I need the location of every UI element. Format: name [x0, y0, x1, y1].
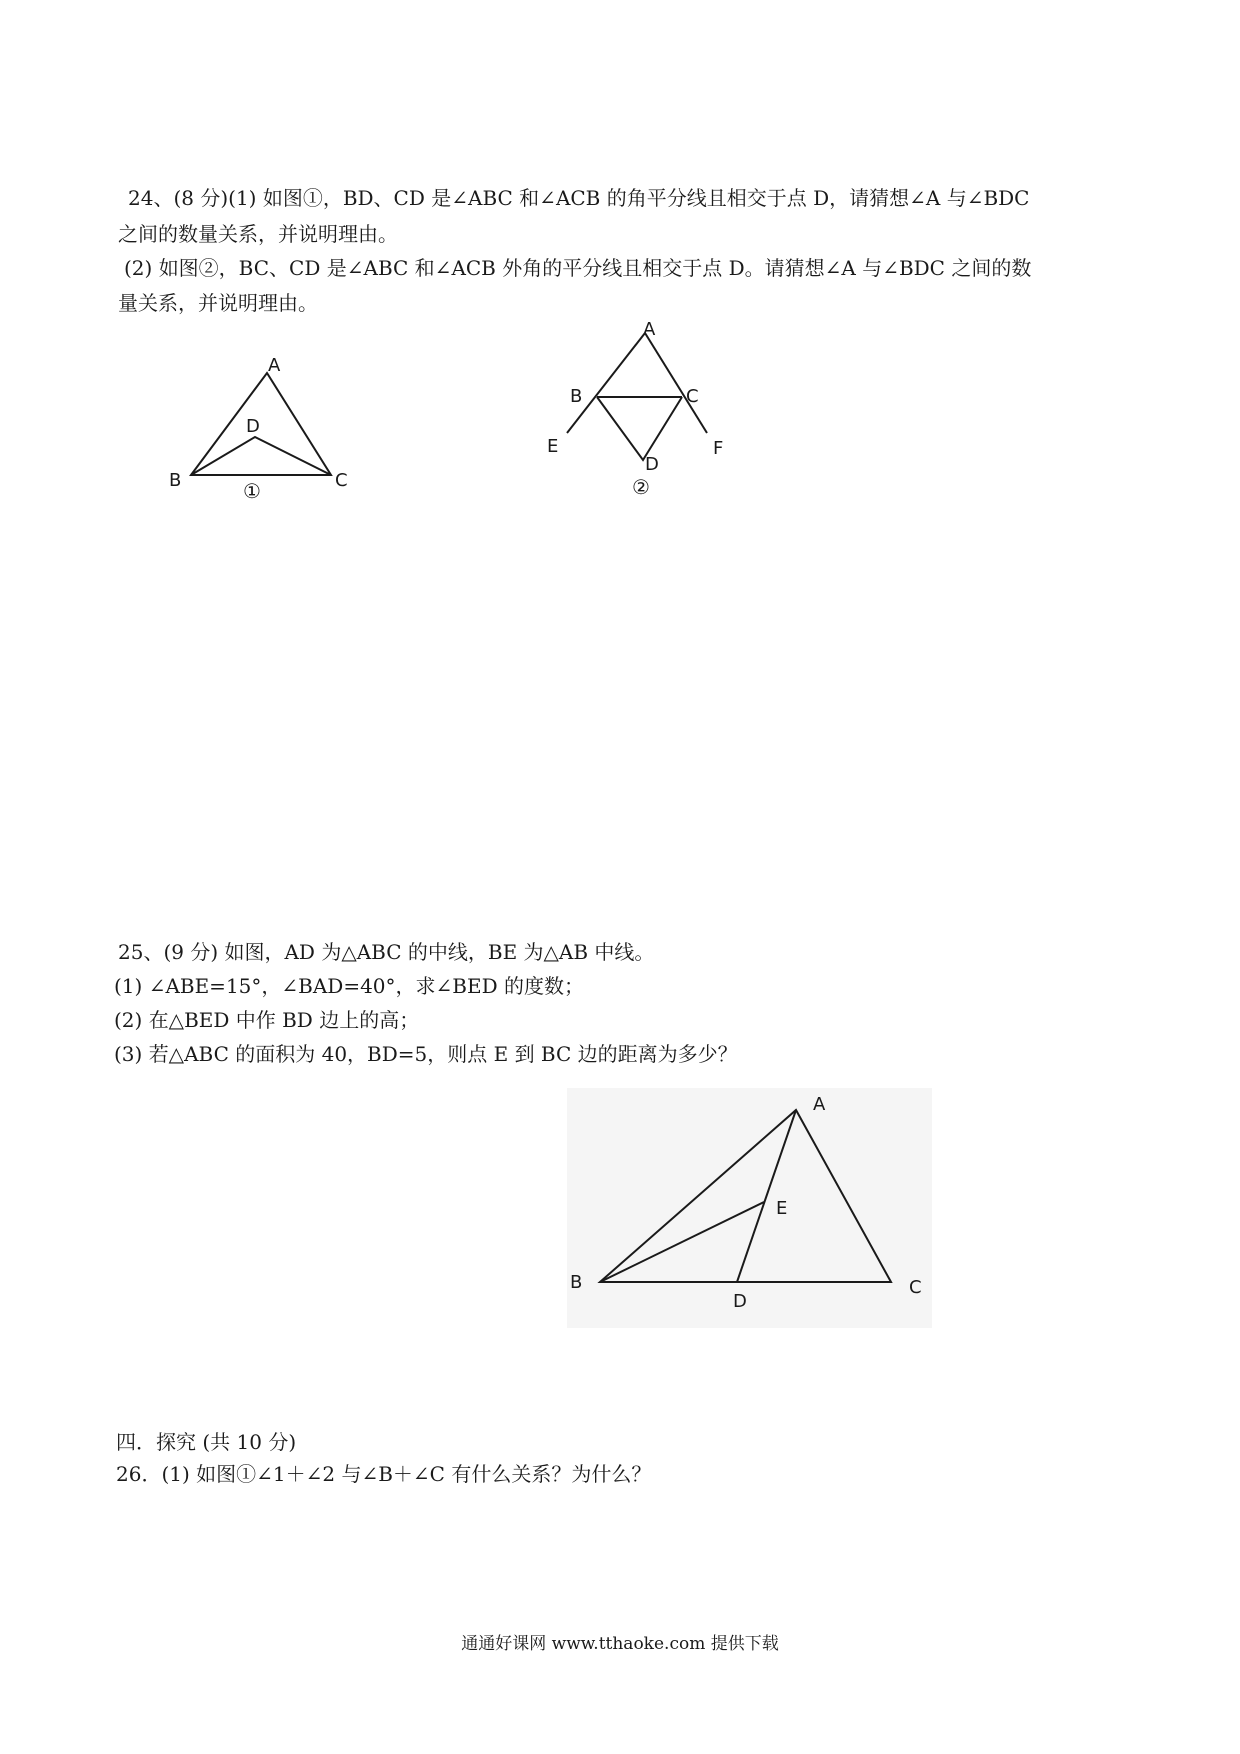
bisectors-to-d — [597, 397, 682, 460]
label-e: E — [776, 1198, 788, 1219]
q24-line-2: 之间的数量关系，并说明理由。 — [118, 222, 398, 246]
triangle-abc — [191, 373, 331, 475]
label-d: D — [645, 454, 659, 475]
label-b: B — [570, 1272, 583, 1293]
q25-figure — [565, 1085, 935, 1335]
label-a: A — [643, 319, 656, 340]
label-c: C — [686, 386, 699, 407]
figure-caption-2: ② — [632, 475, 650, 499]
label-a: A — [813, 1094, 826, 1115]
q24-line-1: 24、(8 分)(1) 如图①，BD、CD 是∠ABC 和∠ACB 的角平分线且相交于点 D，请猜想∠A 与∠BDC — [128, 186, 1030, 210]
q24-line-4: 量关系，并说明理由。 — [118, 291, 318, 315]
figure-caption-1: ① — [243, 479, 261, 503]
label-a: A — [268, 355, 281, 376]
label-b: B — [169, 470, 182, 491]
q24-figure-2 — [535, 318, 735, 498]
ray-a-f — [645, 333, 707, 433]
q25-line-3: (2) 在△BED 中作 BD 边上的高； — [114, 1008, 420, 1032]
label-f: F — [713, 438, 724, 459]
q24-figure-1 — [160, 350, 360, 510]
label-c: C — [909, 1277, 922, 1298]
footer: 通通好课网 www.tthaoke.com 提供下载 — [461, 1634, 779, 1654]
ray-a-e — [567, 333, 645, 433]
label-d: D — [733, 1291, 747, 1312]
section-4-title: 四．探究 (共 10 分) — [116, 1430, 297, 1454]
label-d: D — [246, 416, 260, 437]
label-e: E — [547, 436, 559, 457]
q25-line-4: (3) 若△ABC 的面积为 40，BD=5，则点 E 到 BC 边的距离为多少？ — [114, 1042, 738, 1066]
label-c: C — [335, 470, 348, 491]
q24-line-3: (2) 如图②，BC、CD 是∠ABC 和∠ACB 外角的平分线且相交于点 D。请猜想∠A 与∠BDC 之间的数 — [124, 256, 1032, 280]
q26-line-1: 26．(1) 如图①∠1＋∠2 与∠B＋∠C 有什么关系？为什么？ — [116, 1462, 652, 1486]
label-b: B — [570, 386, 583, 407]
q25-line-2: (1) ∠ABE=15°，∠BAD=40°，求∠BED 的度数； — [114, 974, 584, 998]
q25-line-1: 25、(9 分) 如图，AD 为△ABC 的中线，BE 为△AB 中线。 — [118, 940, 655, 964]
